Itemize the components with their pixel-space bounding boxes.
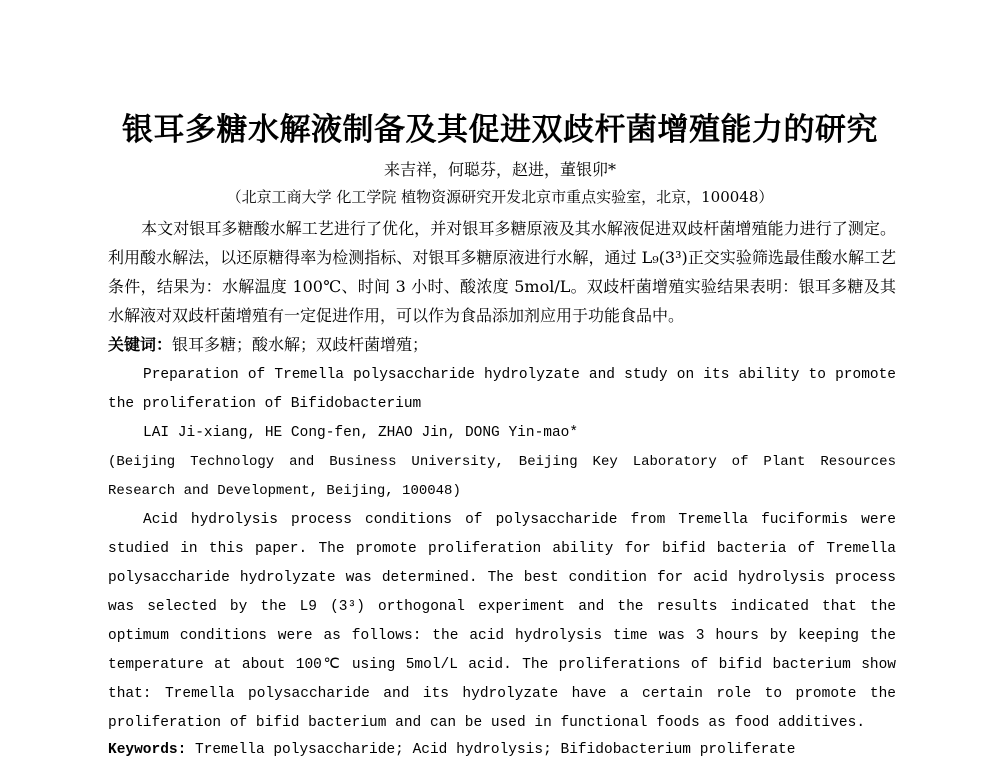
abstract-en-block	[108, 506, 896, 738]
paper-title: 银耳多糖水解液制备及其促进双歧杆菌增殖能力的研究	[122, 112, 878, 148]
title-en: Preparation of Tremella polysaccharide hydrolyzate and study on its ability to promote the proliferation of Bifidobacterium	[108, 367, 896, 412]
abstract-cn: 本文对银耳多糖酸水解工艺进行了优化，并对银耳多糖原液及其水解液促进双歧杆菌增殖能力进行了测定。利用酸水解法，以还原糖得率为检测指标、对银耳多糖原液进行水解，通过 L₉(3³)正交实验筛选最佳酸水解工艺条件，结果为：水解温度 100℃、时间 3 小时、酸浓度 5mol/L。双歧杆菌增殖实验结果表明：银耳多糖及其水解液对双歧杆菌增殖有一定促进作用，可以作为食品添加剂应用于功能食品中。	[108, 219, 896, 325]
keywords-en: Tremella polysaccharide; Acid hydrolysis; Bifidobacterium proliferate	[195, 742, 796, 758]
title-en-block	[108, 361, 896, 419]
keywords-cn-line	[108, 330, 896, 359]
keywords-cn: 银耳多糖；酸水解；双歧杆菌增殖；	[172, 335, 429, 354]
keywords-cn-label: 关键词：	[108, 335, 173, 354]
keywords-en-label: Keywords:	[108, 742, 187, 758]
authors-en: LAI Ji-xiang, HE Cong-fen, ZHAO Jin, DONG Yin-mao*	[143, 425, 579, 441]
affiliation-en-block	[108, 448, 896, 506]
affiliation-en: (Beijing Technology and Business University, Beijing Key Laboratory of Plant Resources Research and Development, Beijing, 100048)	[108, 454, 896, 499]
authors-cn: 来吉祥，何聪芬，赵进，董银卯*	[383, 160, 616, 179]
abstract-cn-block	[108, 214, 896, 330]
keywords-en-line	[108, 736, 896, 765]
authors-en-line	[108, 419, 896, 448]
affiliation-cn: （北京工商大学 化工学院 植物资源研究开发北京市重点实验室，北京，100048）	[226, 188, 774, 206]
abstract-en: Acid hydrolysis process conditions of polysaccharide from Tremella fuciformis were studied in this paper. The promote proliferation ability for bifid bacteria of Tremella polysaccharide hydrolyzate was determined. The best condition for acid hydrolysis process was selected by the L9 (3³) orthogonal experiment and the results indicated that the optimum conditions were as follows: the acid hydrolysis time was 3 hours by keeping the temperature at about 100℃ using 5mol/L acid. The proliferations of bifid bacterium show that: Tremella polysaccharide and its hydrolyzate have a certain role to promote the proliferation of bifid bacterium and can be used in functional foods as food additives.	[108, 512, 896, 731]
